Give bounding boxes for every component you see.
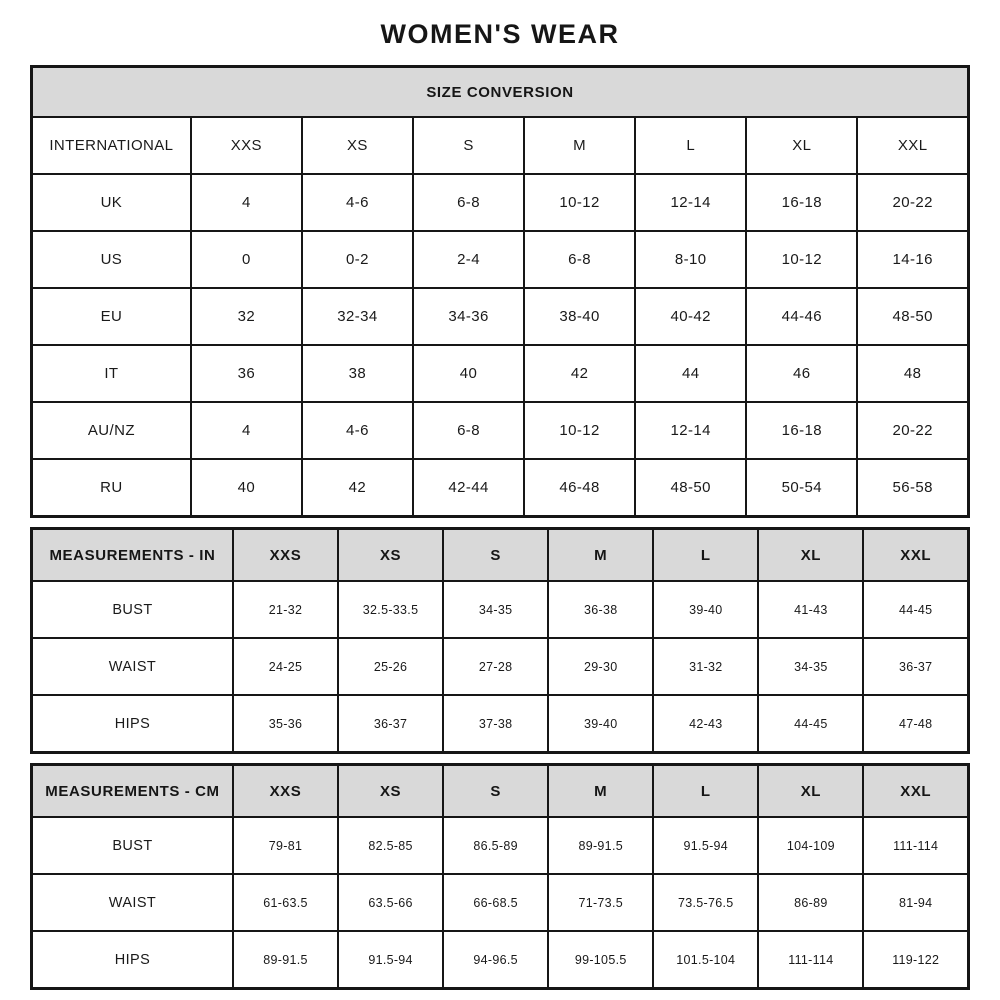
value-cell: 14-16	[857, 231, 968, 288]
value-cell: 34-35	[443, 581, 548, 638]
value-cell: 91.5-94	[338, 931, 443, 989]
value-cell: 20-22	[857, 174, 968, 231]
value-cell: XS	[302, 117, 413, 174]
size-column-header: XS	[338, 765, 443, 818]
value-cell: 63.5-66	[338, 874, 443, 931]
value-cell: 10-12	[524, 402, 635, 459]
row-label: WAIST	[32, 638, 233, 695]
value-cell: L	[635, 117, 746, 174]
value-cell: 39-40	[548, 695, 653, 753]
table-row	[32, 581, 969, 638]
table-row	[32, 931, 969, 989]
value-cell: 16-18	[746, 402, 857, 459]
measurements-cm-header-row	[32, 765, 969, 818]
table-row	[32, 817, 969, 874]
measurements-in-header: MEASUREMENTS - IN	[32, 529, 233, 582]
value-cell: 0	[191, 231, 302, 288]
value-cell: 16-18	[746, 174, 857, 231]
size-conversion-table-body	[32, 117, 969, 517]
measurements-cm-header: MEASUREMENTS - CM	[32, 765, 233, 818]
measurements-in-header-row	[32, 529, 969, 582]
row-label: WAIST	[32, 874, 233, 931]
size-column-header: L	[653, 765, 758, 818]
value-cell: 71-73.5	[548, 874, 653, 931]
row-label: RU	[32, 459, 191, 517]
value-cell: 40	[413, 345, 524, 402]
value-cell: 99-105.5	[548, 931, 653, 989]
size-column-header: XXL	[863, 529, 968, 582]
table-row	[32, 402, 969, 459]
value-cell: 38-40	[524, 288, 635, 345]
value-cell: 73.5-76.5	[653, 874, 758, 931]
value-cell: 25-26	[338, 638, 443, 695]
value-cell: 27-28	[443, 638, 548, 695]
value-cell: 50-54	[746, 459, 857, 517]
size-column-header: XXS	[233, 529, 338, 582]
value-cell: 24-25	[233, 638, 338, 695]
value-cell: 10-12	[746, 231, 857, 288]
size-conversion-header: SIZE CONVERSION	[32, 67, 969, 118]
size-column-header: XS	[338, 529, 443, 582]
size-column-header: M	[548, 765, 653, 818]
row-label: BUST	[32, 817, 233, 874]
value-cell: 81-94	[863, 874, 968, 931]
table-row	[32, 695, 969, 753]
value-cell: 89-91.5	[548, 817, 653, 874]
value-cell: 119-122	[863, 931, 968, 989]
value-cell: 104-109	[758, 817, 863, 874]
value-cell: 8-10	[635, 231, 746, 288]
value-cell: 48-50	[635, 459, 746, 517]
row-label: IT	[32, 345, 191, 402]
value-cell: 4-6	[302, 402, 413, 459]
size-conversion-header-row	[32, 67, 969, 118]
value-cell: 44-45	[758, 695, 863, 753]
row-label: BUST	[32, 581, 233, 638]
size-column-header: XXL	[863, 765, 968, 818]
value-cell: 44-45	[863, 581, 968, 638]
size-column-header: S	[443, 765, 548, 818]
value-cell: 36	[191, 345, 302, 402]
value-cell: 2-4	[413, 231, 524, 288]
value-cell: 20-22	[857, 402, 968, 459]
size-column-header: XXS	[233, 765, 338, 818]
value-cell: 42-43	[653, 695, 758, 753]
value-cell: 32.5-33.5	[338, 581, 443, 638]
value-cell: 36-37	[863, 638, 968, 695]
size-column-header: S	[443, 529, 548, 582]
row-label: US	[32, 231, 191, 288]
value-cell: 6-8	[524, 231, 635, 288]
value-cell: 32	[191, 288, 302, 345]
value-cell: 41-43	[758, 581, 863, 638]
row-label: AU/NZ	[32, 402, 191, 459]
measurements-in-table	[30, 527, 970, 754]
row-label: UK	[32, 174, 191, 231]
size-column-header: M	[548, 529, 653, 582]
table-row	[32, 345, 969, 402]
value-cell: 44	[635, 345, 746, 402]
value-cell: 32-34	[302, 288, 413, 345]
row-label: INTERNATIONAL	[32, 117, 191, 174]
value-cell: 21-32	[233, 581, 338, 638]
value-cell: 4	[191, 174, 302, 231]
value-cell: 36-37	[338, 695, 443, 753]
table-row	[32, 638, 969, 695]
size-column-header: XL	[758, 529, 863, 582]
value-cell: 6-8	[413, 402, 524, 459]
value-cell: 46-48	[524, 459, 635, 517]
measurements-cm-table-head	[32, 765, 969, 818]
value-cell: 86.5-89	[443, 817, 548, 874]
value-cell: 40-42	[635, 288, 746, 345]
row-label: HIPS	[32, 695, 233, 753]
value-cell: 86-89	[758, 874, 863, 931]
measurements-in-table-head	[32, 529, 969, 582]
value-cell: 4	[191, 402, 302, 459]
value-cell: 89-91.5	[233, 931, 338, 989]
value-cell: 44-46	[746, 288, 857, 345]
value-cell: 40	[191, 459, 302, 517]
value-cell: 101.5-104	[653, 931, 758, 989]
value-cell: 0-2	[302, 231, 413, 288]
value-cell: 6-8	[413, 174, 524, 231]
value-cell: 111-114	[758, 931, 863, 989]
size-column-header: XL	[758, 765, 863, 818]
table-row	[32, 459, 969, 517]
value-cell: 56-58	[857, 459, 968, 517]
value-cell: 91.5-94	[653, 817, 758, 874]
value-cell: 38	[302, 345, 413, 402]
value-cell: 46	[746, 345, 857, 402]
value-cell: 66-68.5	[443, 874, 548, 931]
measurements-cm-table	[30, 763, 970, 990]
value-cell: 10-12	[524, 174, 635, 231]
value-cell: XXL	[857, 117, 968, 174]
row-label: EU	[32, 288, 191, 345]
value-cell: 36-38	[548, 581, 653, 638]
value-cell: 31-32	[653, 638, 758, 695]
value-cell: 111-114	[863, 817, 968, 874]
size-conversion-table	[30, 65, 970, 518]
table-row	[32, 231, 969, 288]
row-label: HIPS	[32, 931, 233, 989]
value-cell: 42	[302, 459, 413, 517]
measurements-in-table-body	[32, 581, 969, 753]
value-cell: XXS	[191, 117, 302, 174]
value-cell: 39-40	[653, 581, 758, 638]
value-cell: 42	[524, 345, 635, 402]
value-cell: 94-96.5	[443, 931, 548, 989]
value-cell: 4-6	[302, 174, 413, 231]
value-cell: 61-63.5	[233, 874, 338, 931]
value-cell: 29-30	[548, 638, 653, 695]
value-cell: 47-48	[863, 695, 968, 753]
measurements-cm-table-body	[32, 817, 969, 989]
value-cell: 48	[857, 345, 968, 402]
size-column-header: L	[653, 529, 758, 582]
table-row	[32, 288, 969, 345]
size-conversion-table-head	[32, 67, 969, 118]
value-cell: XL	[746, 117, 857, 174]
value-cell: M	[524, 117, 635, 174]
value-cell: 12-14	[635, 402, 746, 459]
value-cell: S	[413, 117, 524, 174]
value-cell: 12-14	[635, 174, 746, 231]
value-cell: 37-38	[443, 695, 548, 753]
table-row	[32, 174, 969, 231]
value-cell: 42-44	[413, 459, 524, 517]
value-cell: 48-50	[857, 288, 968, 345]
value-cell: 34-36	[413, 288, 524, 345]
value-cell: 35-36	[233, 695, 338, 753]
page-title: WOMEN'S WEAR	[380, 19, 620, 49]
value-cell: 82.5-85	[338, 817, 443, 874]
value-cell: 34-35	[758, 638, 863, 695]
table-row	[32, 874, 969, 931]
value-cell: 79-81	[233, 817, 338, 874]
table-row	[32, 117, 969, 174]
